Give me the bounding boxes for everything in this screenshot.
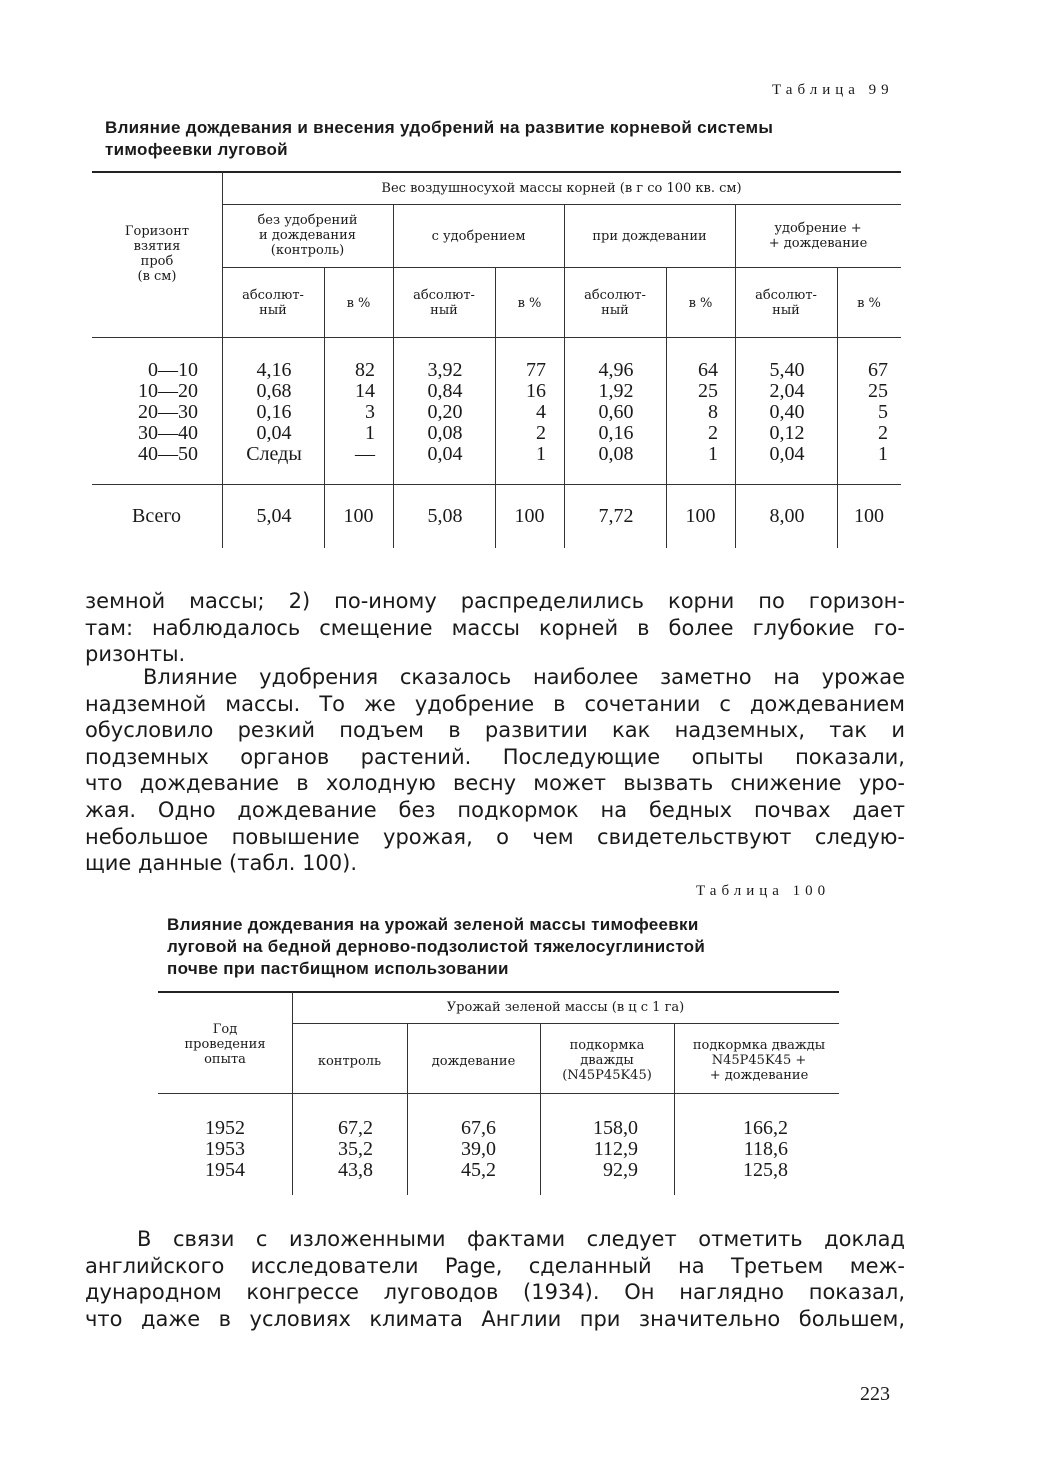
header-percent: в % — [346, 296, 371, 311]
header-control: контроль — [317, 1054, 382, 1069]
feeding-irrigation-column: 166,2 118,6 125,8 — [743, 1117, 788, 1181]
table-99-total-rule — [92, 484, 901, 485]
table-99-group-rule — [222, 204, 901, 205]
table-99-caption — [105, 117, 773, 161]
fert-abs-column: 3,92 0,84 0,20 0,08 0,04 — [427, 359, 463, 465]
header-absolute: абсолют- ный — [755, 288, 817, 318]
total-value: 100 — [343, 505, 374, 527]
caption-line: луговой на бедной дерново-подзолистой тяжелосуглинистой — [167, 937, 706, 956]
feeding-column: 158,0 112,9 92,9 — [593, 1117, 638, 1181]
header-absolute: абсолют- ный — [413, 288, 475, 318]
header-year: Год проведения опыта — [184, 1022, 266, 1067]
total-label: Всего — [132, 505, 182, 527]
irrig-abs-column: 4,96 1,92 0,60 0,16 0,08 — [598, 359, 634, 465]
header-absolute: абсолют- ный — [584, 288, 646, 318]
paragraph-continuation: земной массы; 2) по-иному распределились корни по горизон- там: наблюдалось смещение массы корней в более глубокие го- ризонты. — [85, 589, 905, 667]
header-percent: в % — [517, 296, 542, 311]
year-column: 1952 1953 1954 — [205, 1117, 245, 1181]
fert-pct-column: 77 16 4 2 1 — [526, 359, 546, 465]
caption-line: почве при пастбищном использовании — [167, 959, 509, 978]
both-pct-column: 67 25 5 2 1 — [868, 359, 888, 465]
header-yield: Урожай зеленой массы (в ц с 1 га) — [446, 1000, 685, 1015]
table-99-vrule — [735, 205, 736, 548]
paragraph-page-report: В связи с изложенными фактами следует отметить доклад английского исследователи Page, сделанный на Третьем меж- дународном конгрессе луговодов (1934). Он наглядно показал, что даже в условиях климата Англии при значительно большем, — [85, 1227, 905, 1331]
header-percent: в % — [688, 296, 713, 311]
caption-line: Влияние дождевания и внесения удобрений на развитие корневой системы — [105, 118, 774, 137]
control-pct-column: 82 14 3 1 — — [355, 359, 375, 465]
header-irrigation: дождевание — [431, 1054, 516, 1069]
table-100-group-rule — [292, 1023, 839, 1024]
control-abs-column: 4,16 0,68 0,16 0,04 Следы — [246, 359, 302, 465]
total-value: 7,72 — [598, 505, 634, 527]
total-value: 100 — [854, 505, 884, 527]
header-irrigation: при дождевании — [592, 229, 707, 244]
header-fertilizer: с удобрением — [431, 229, 526, 244]
caption-line: Влияние дождевания на урожай зеленой массы тимофеевки — [167, 915, 699, 934]
page-number: 223 — [860, 1383, 890, 1405]
horizon-column: 0—10 10—20 20—30 30—40 40—50 — [138, 359, 198, 465]
table-100-label: Таблица 100 — [696, 883, 831, 899]
total-value: 5,08 — [427, 505, 463, 527]
table-99-label: Таблица 99 — [772, 82, 894, 98]
header-feeding: подкормка дважды (N45P45K45) — [562, 1038, 652, 1083]
header-percent: в % — [857, 296, 881, 311]
table-100-top-rule — [158, 991, 839, 993]
irrigation-column: 67,6 39,0 45,2 — [461, 1117, 496, 1181]
table-99-header-rule — [92, 337, 901, 338]
header-feeding-irrigation: подкормка дважды N45P45K45 + + дождевание — [692, 1038, 826, 1083]
total-value: 100 — [514, 505, 545, 527]
total-value: 100 — [685, 505, 716, 527]
header-fert-irrigation: удобрение + + дождевание — [768, 221, 868, 251]
irrig-pct-column: 64 25 8 2 1 — [698, 359, 718, 465]
total-value: 8,00 — [769, 505, 805, 527]
both-abs-column: 5,40 2,04 0,40 0,12 0,04 — [769, 359, 805, 465]
table-99-top-rule — [92, 171, 901, 173]
table-100-vrule — [407, 1024, 408, 1195]
paragraph-fertilizer-effect: Влияние удобрения сказалось наиболее заметно на урожае надземной массы. То же удобрение в сочетании с дождеванием обусловило резкий подъем в развитии как надземных, так и подземных органов растений. Последующие опыты показали, что дождевание в холодную весну может вызвать снижение уро- жая. Одно дождевание без подкормок на бедных почвах дает небольшое повышение урожая, о чем свидетельствуют следую- щие данные (табл. 100). — [85, 665, 905, 876]
table-100-vrule — [292, 992, 293, 1195]
caption-line: тимофеевки луговой — [105, 140, 288, 159]
table-100-header-rule — [158, 1093, 839, 1094]
header-control: без удобрений и дождевания (контроль) — [257, 213, 358, 258]
total-value: 5,04 — [256, 505, 292, 527]
table-99-vrule — [564, 205, 565, 548]
header-horizon: Горизонт взятия проб (в см) — [124, 224, 190, 284]
table-100-caption — [167, 914, 705, 980]
table-99-vrule — [393, 205, 394, 548]
header-root-weight: Вес воздушносухой массы корней (в г со 100 кв. см) — [381, 181, 742, 196]
control-column: 67,2 35,2 43,8 — [338, 1117, 373, 1181]
header-absolute: абсолют- ный — [242, 288, 304, 318]
